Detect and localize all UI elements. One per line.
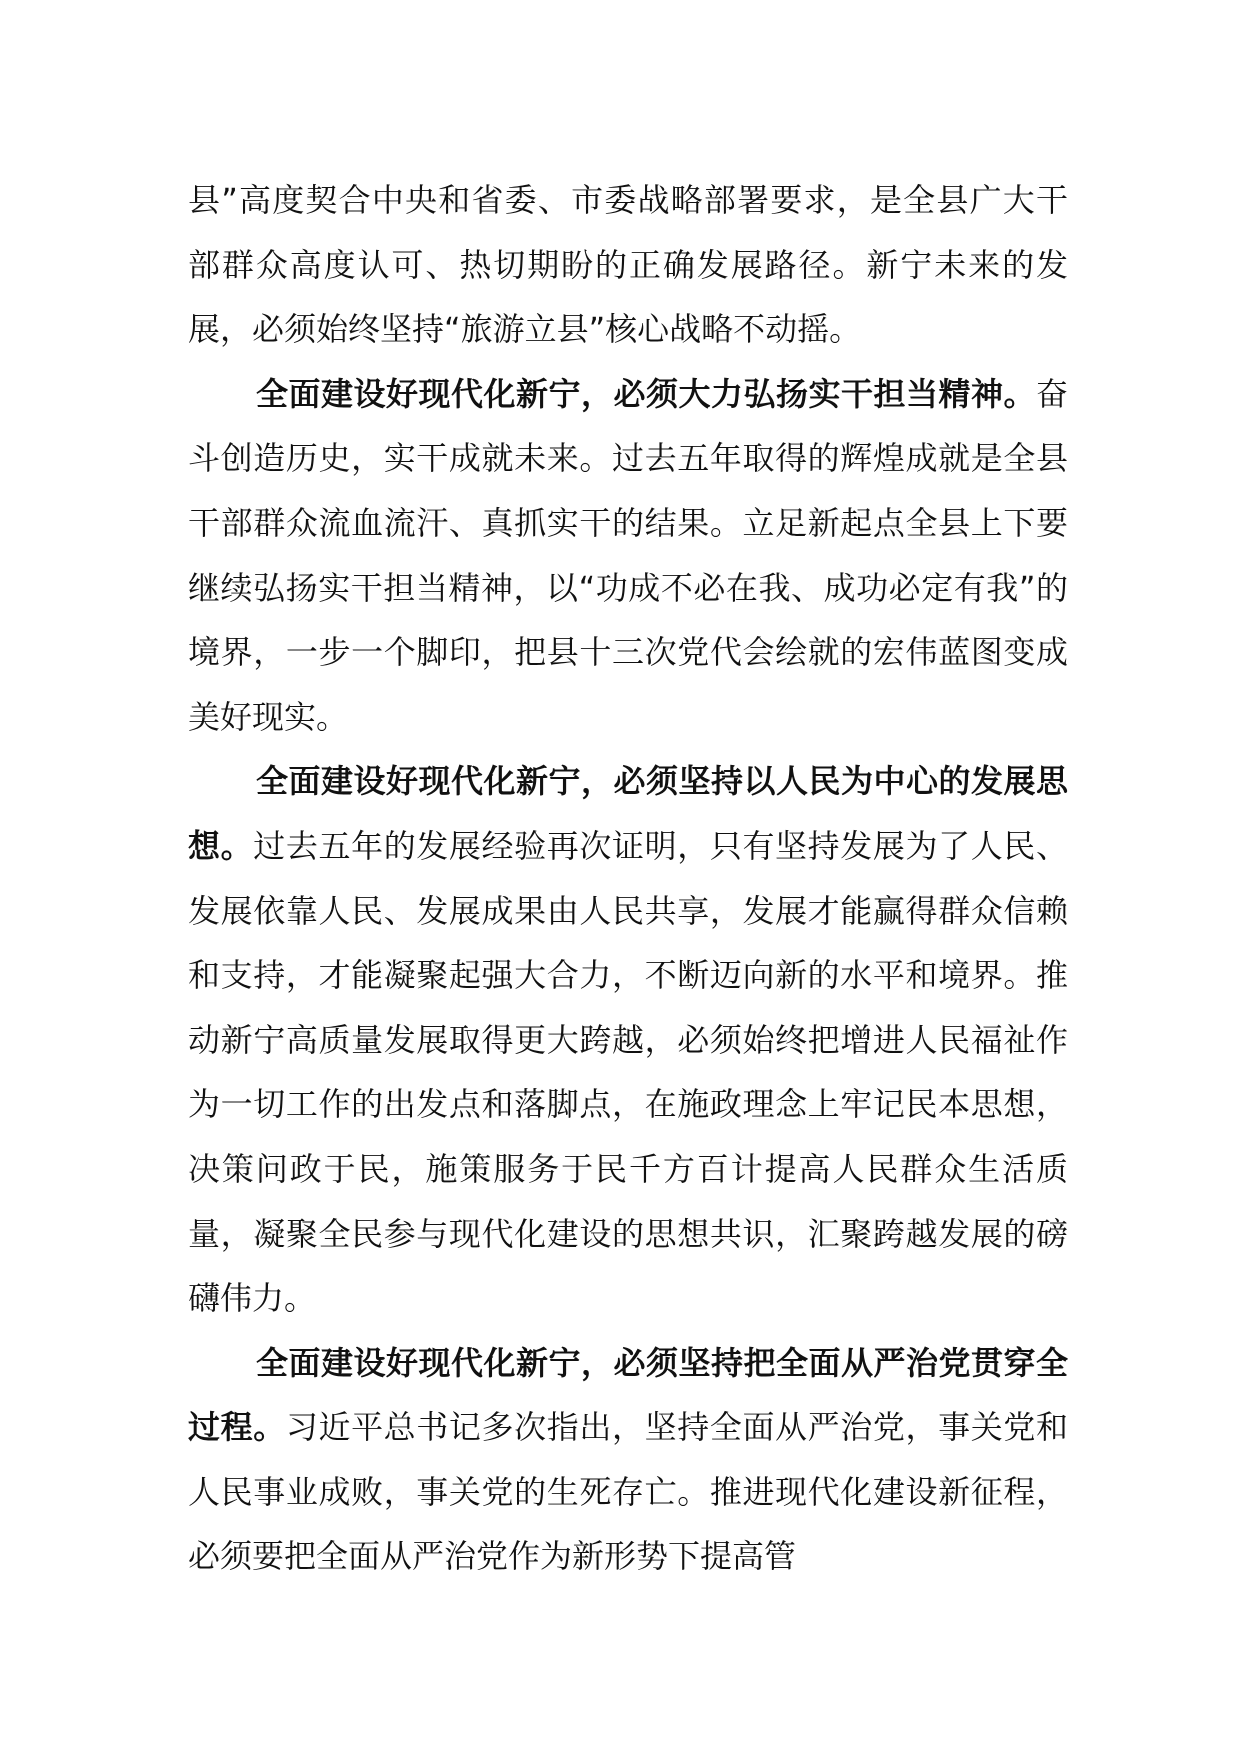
paragraph-2-body: 奋斗创造历史，实干成就未来。过去五年取得的辉煌成就是全县干部群众流血流汗、真抓实干的结果。立足新起点全县上下要继续弘扬实干担当精神，以“功成不必在我、成功必定有我”的境界，一步一个脚印，把县十三次党代会绘就的宏伟蓝图变成美好现实。 xyxy=(188,374,1068,736)
paragraph-4 xyxy=(188,1331,1068,1589)
paragraph-4-lead: 全面建设好现代化新宁，必须坚持把全面从严治党贯穿全过程。 xyxy=(188,1343,1068,1447)
paragraph-2-lead: 全面建设好现代化新宁，必须大力弘扬实干担当精神。 xyxy=(256,374,1036,413)
paragraph-1 xyxy=(188,168,1068,362)
paragraph-4-body: 习近平总书记多次指出，坚持全面从严治党，事关党和人民事业成败，事关党的生死存亡。推进现代化建设新征程，必须要把全面从严治党作为新形势下提高管 xyxy=(188,1408,1068,1576)
paragraph-3-body: 过去五年的发展经验再次证明，只有坚持发展为了人民、发展依靠人民、发展成果由人民共享，发展才能赢得群众信赖和支持，才能凝聚起强大合力，不断迈向新的水平和境界。推动新宁高质量发展取得更大跨越，必须始终把增进人民福祉作为一切工作的出发点和落脚点，在施政理念上牢记民本思想，决策问政于民，施策服务于民千方百计提高人民群众生活质量，凝聚全民参与现代化建设的思想共识，汇聚跨越发展的磅礴伟力。 xyxy=(188,826,1068,1318)
paragraph-3 xyxy=(188,749,1068,1330)
paragraph-1-body: 县”高度契合中央和省委、市委战略部署要求，是全县广大干部群众高度认可、热切期盼的正确发展路径。新宁未来的发展，必须始终坚持“旅游立县”核心战略不动摇。 xyxy=(188,181,1068,349)
document-body xyxy=(188,168,1068,1589)
paragraph-3-lead: 全面建设好现代化新宁，必须坚持以人民为中心的发展思想。 xyxy=(188,762,1068,865)
paragraph-2 xyxy=(188,362,1068,750)
